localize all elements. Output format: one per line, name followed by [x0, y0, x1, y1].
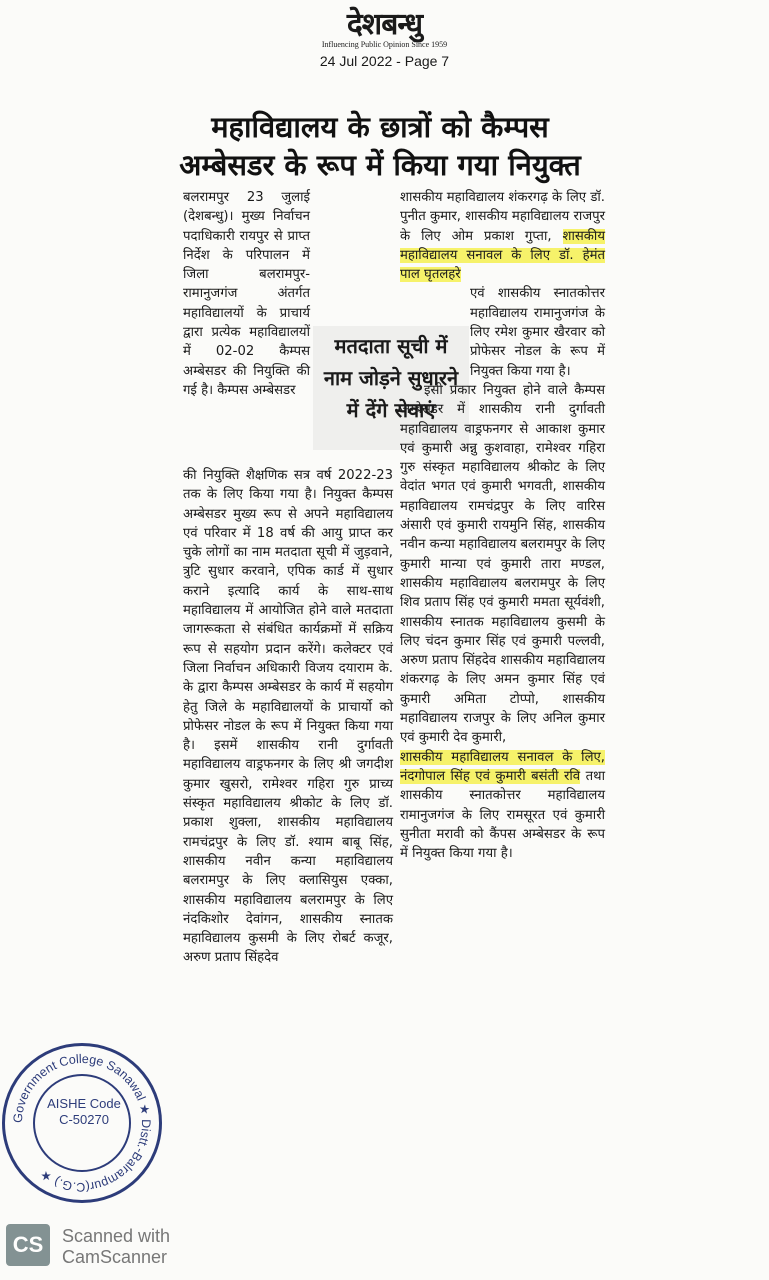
scanner-line-1: Scanned with: [62, 1226, 171, 1246]
right-text-1: शासकीय महाविद्यालय शंकरगढ़ के लिए डॉ. पुनीत कुमार, शासकीय महाविद्यालय राजपुर के लिए ओम प्रकाश गुप्ता,: [400, 190, 605, 244]
highlighted-text-2: शासकीय महाविद्यालय सनावल के लिए, नंदगोपाल सिंह एवं कुमारी बसंती रवि: [400, 749, 605, 784]
headline-line-2: अम्बेसडर के रूप में किया गया नियुक्त: [179, 148, 581, 182]
article-headline: [120, 108, 640, 184]
camscanner-logo-icon: CS: [6, 1224, 50, 1266]
right-text-2: एवं शासकीय स्नातकोत्तर महाविद्यालय रामानुजगंज के लिए रमेश कुमार खैरवार को प्रोफेसर नोडल के रूप में नियुक्त किया गया है।: [470, 286, 605, 379]
highlighted-text-1: शासकीय महाविद्यालय सनावल के लिए डॉ. हेमंत पाल घृतलहरे: [400, 228, 605, 283]
scanner-line-2: CamScanner: [62, 1247, 168, 1267]
masthead: [0, 8, 769, 70]
newspaper-logo: देशबन्धु: [346, 7, 423, 42]
article-intro-text: बलरामपुर 23 जुलाई (देशबन्धु)। मुख्य निर्वाचन पदाधिकारी रायपुर से प्राप्त निर्देश के परिपालन में जिला बलरामपुर-रामानुजगंज अंतर्गत महाविद्यालयों के प्राचार्य द्वारा प्रत्येक महाविद्यालयों में 02-02 कैम्पस अम्बेसडर की नियुक्ति की गई है। कैम्पस अम्बेसडर: [183, 190, 310, 398]
newspaper-tagline: Influencing Public Opinion Since 1959: [321, 40, 448, 49]
pull-quote-line-2: नाम जोड़ने सुधारने: [323, 366, 459, 390]
svg-text:Government College Sanawal ★ D: Government College Sanawal ★ Distt.-Balrampur(C.G.) ★: [10, 1051, 154, 1195]
right-text-3: इसी प्रकार नियुक्त होने वाले कैम्पस अम्बेसडर में शासकीय रानी दुर्गावती महाविद्यालय वाड्रफनगर से आकाश कुमार एवं कुमारी अन्नु कुशवाहा, रामेश्वर गहिरा गुरु संस्कृत महाविद्यालय श्रीकोट के लिए वेदांत भगत एवं कुमारी भगवती, शासकीय महाविद्यालय रामचंद्रपुर के लिए वारिस अंसारी एवं कुमारी रायमुनि सिंह, शासकीय नवीन कन्या महाविद्यालय बलरामपुर के लिए कुमारी मान्या एवं कुमारी तारा मण्डल, शासकीय महाविद्यालय बलरामपुर के लिए शिव प्रताप सिंह एवं कुमारी ममता सूर्यवंशी, शासकीय स्नातक महाविद्यालय कुसमी के लिए चंदन कुमार सिंह एवं कुमारी पल्लवी, अरुण प्रताप सिंहदेव शासकीय महाविद्यालय शंकरगढ़ के लिए अमन कुमार सिंह एवं कुमारी अमिता टोप्पो, शासकीय महाविद्यालय राजपुर के लिए अनिल कुमार एवं कुमारी देव कुमारी,: [400, 382, 605, 746]
pull-quote-line-3: में देंगे सेवाएं: [346, 398, 436, 422]
date-page-line: 24 Jul 2022 - Page 7: [319, 53, 450, 69]
pull-quote-line-1: मतदाता सूची में: [334, 334, 448, 358]
scanner-watermark: [62, 1226, 170, 1268]
article-column-left-body: [183, 466, 393, 968]
article-column-right: [400, 188, 605, 863]
seal-code-label: AISHE Code: [47, 1096, 121, 1111]
headline-line-1: महाविद्यालय के छात्रों को कैम्पस: [211, 110, 549, 144]
seal-code: [35, 1096, 133, 1128]
right-text-4: तथा शासकीय स्नातकोत्तर महाविद्यालय रामानुजगंज के लिए रामसूरत एवं कुमारी सुनीता मरावी को कैंपस अम्बेसडर के रूप में नियुक्त किया गया है।: [400, 768, 605, 862]
article-body-left: की नियुक्ति शैक्षणिक सत्र वर्ष 2022-23 तक के लिए किया गया है। नियुक्त कैम्पस अम्बेसडर मुख्य रूप से अपने महाविद्यालय एवं परिवार में 18 वर्ष की आयु प्राप्त कर चुके लोगों का नाम मतदाता सूची में जुड़वाने, त्रुटि सुधार करवाने, एपिक कार्ड में सुधार कराने इत्यादि कार्य के साथ-साथ महाविद्यालय में आयोजित होने वाले मतदाता जागरूकता से संबंधित कार्यक्रमों में सक्रिय रूप से सहयोग प्रदान करेंगे। कलेक्टर एवं जिला निर्वाचन अधिकारी विजय दयाराम के. के द्वारा कैम्पस अम्बेसडर के कार्य में सहयोग हेतु जिले के महाविद्यालयों के प्राचार्यो को प्रोफेसर नोडल के रूप में नियुक्त किया गया है। इसमें शासकीय रानी दुर्गावती महाविद्यालय वाड्रफनगर के लिए श्री जगदीश कुमार खुसरो, रामेश्वर गहिरा गुरु प्राच्य संस्कृत महाविद्यालय श्रीकोट के लिए डॉ. प्रकाश शुक्ला, शासकीय महाविद्यालय रामचंद्रपुर के लिए डॉ. श्याम बाबू सिंह, शासकीय नवीन कन्या महाविद्यालय बलरामपुर के लिए क्लासियुस एक्का, शासकीय महाविद्यालय बलरामपुर के लिए नंदकिशोर देवांगन, शासकीय स्नातक महाविद्यालय कुसमी के लिए रोबर्ट कजूर, अरुण प्रताप सिंहदेव: [183, 468, 393, 966]
college-seal-stamp: [2, 1043, 162, 1203]
seal-code-value: C-50270: [59, 1112, 109, 1127]
